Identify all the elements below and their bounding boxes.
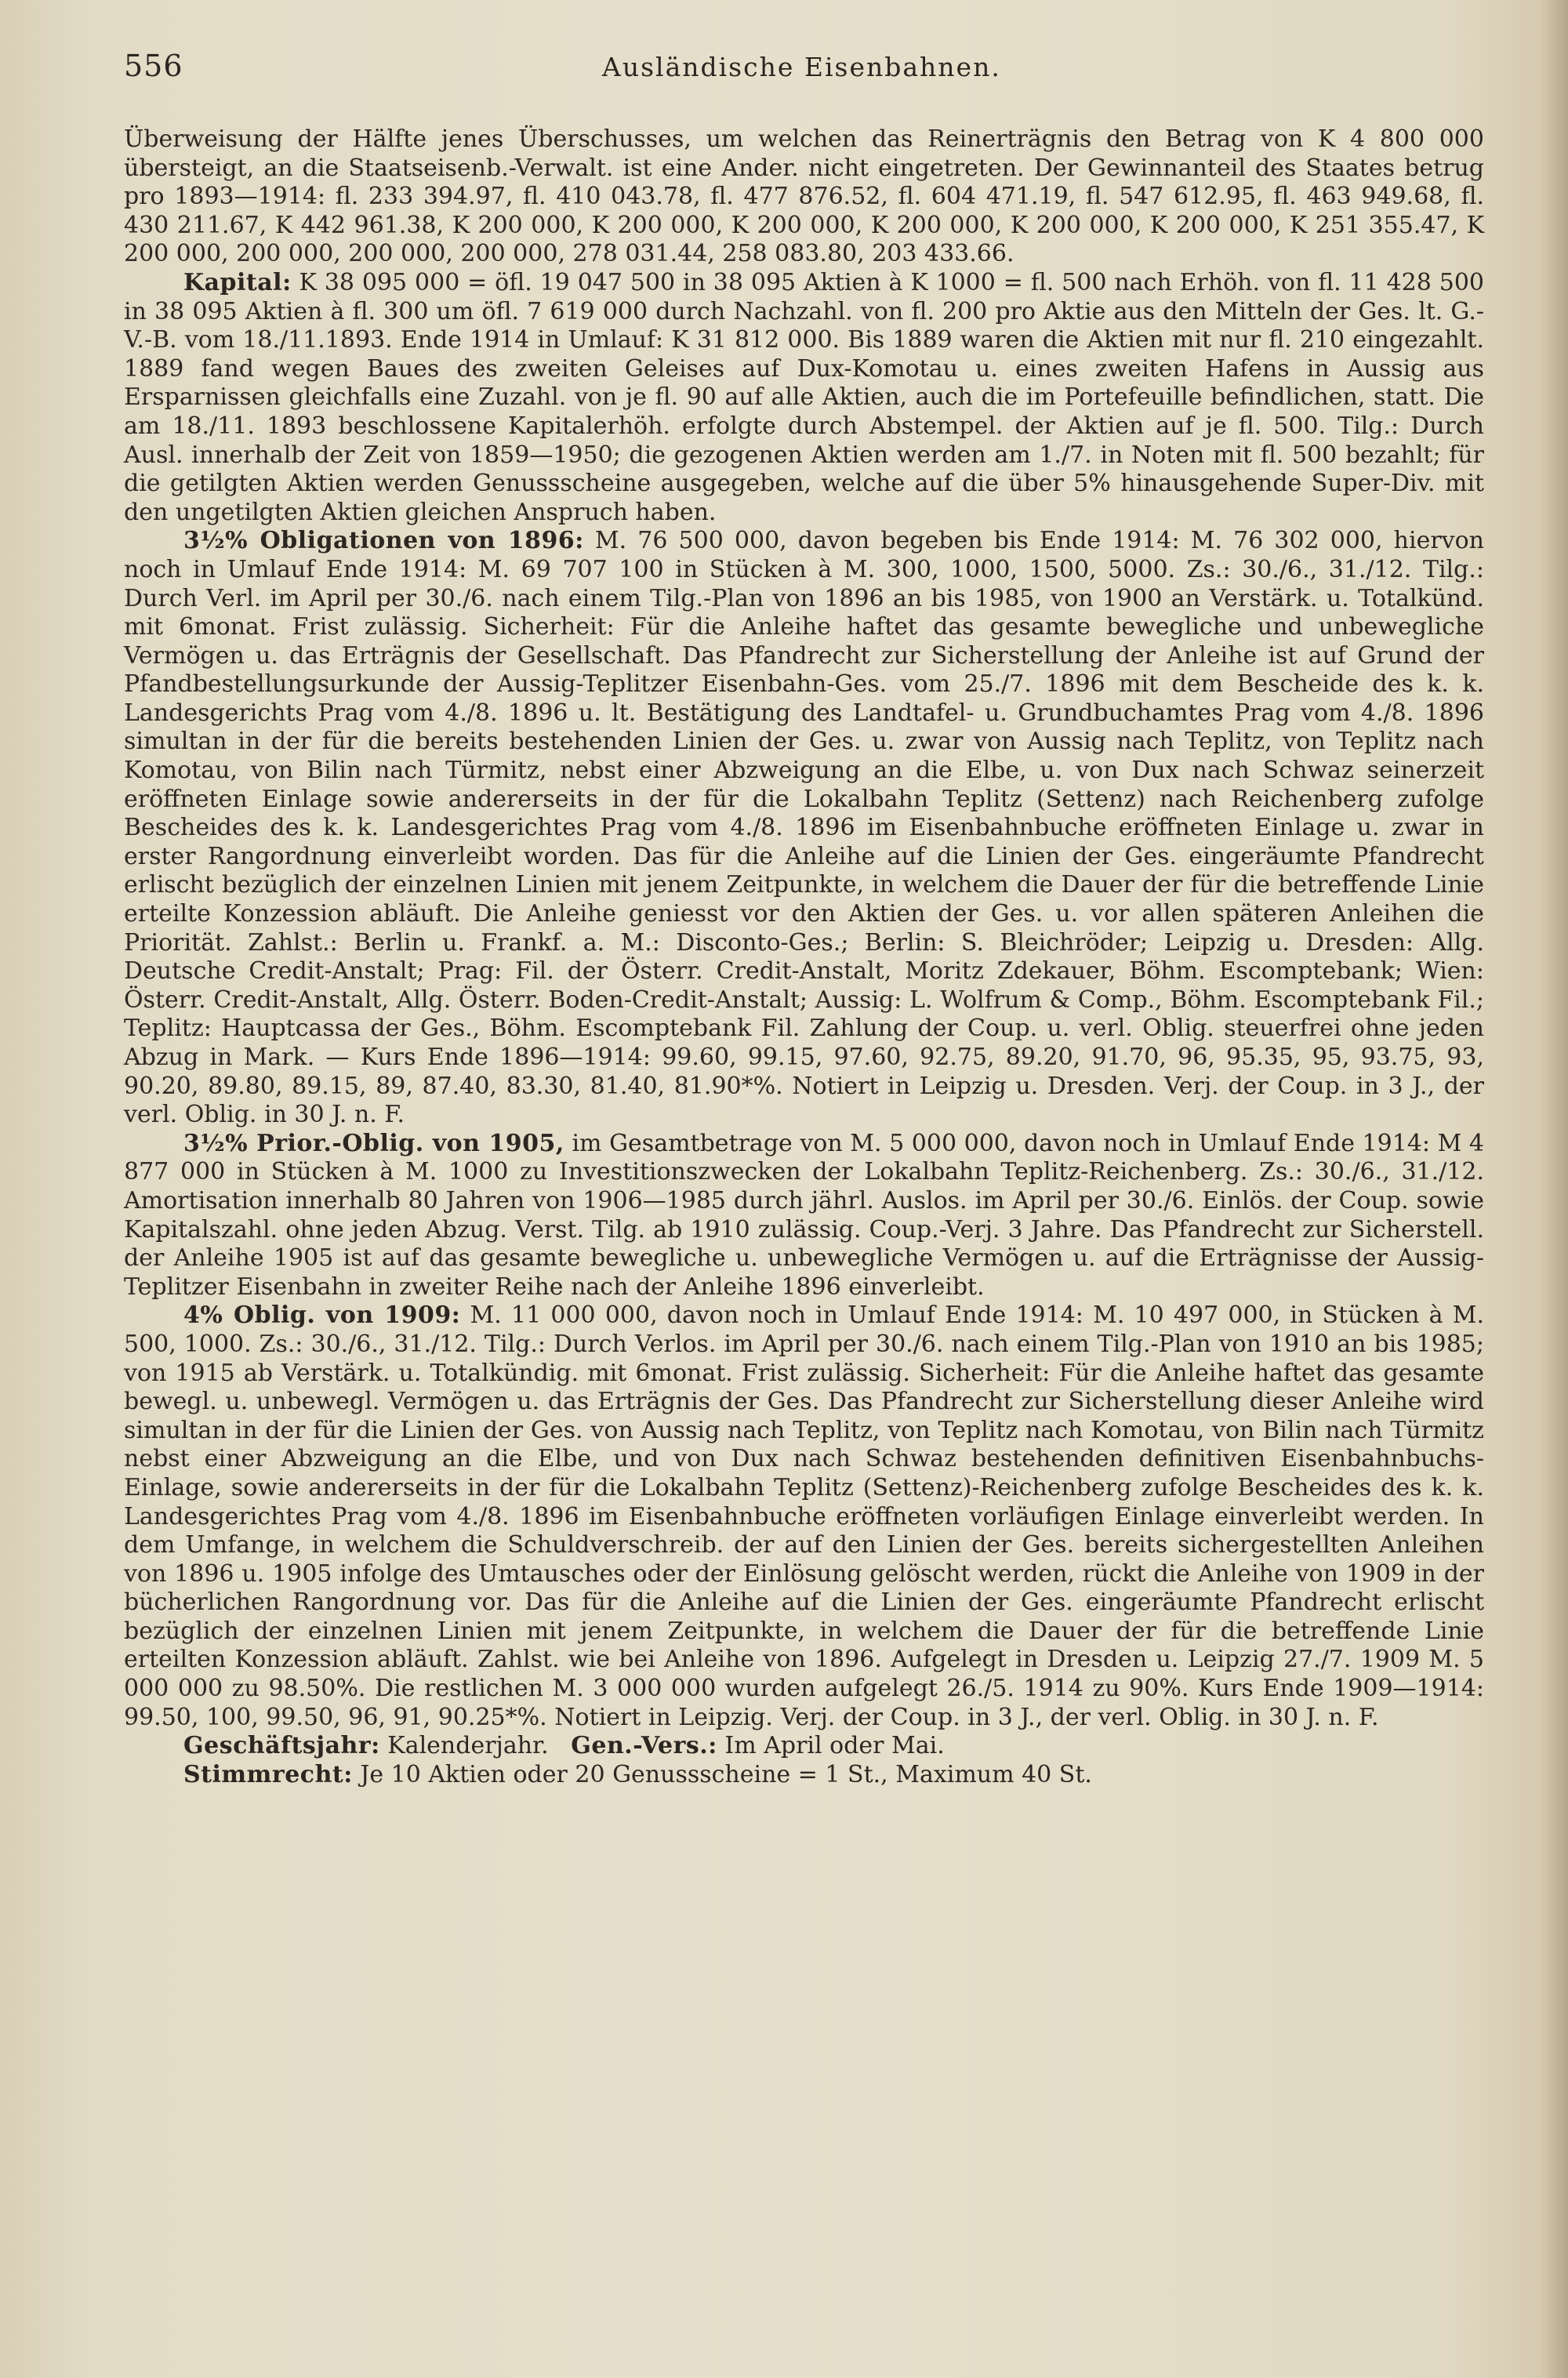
page-edge-shadow xyxy=(1540,0,1568,2378)
paragraph-text: M. 76 500 000, davon begeben bis Ende 1914: M. 76 302 000, hiervon noch in Umlauf Ende 1914: M. 69 707 100 in Stücken à M. 300, 1000, 1500, 5000. Zs.: 30./6., 31./12. Tilg.: Durch Verl. im April per 30./6. nach einem Tilg.-Plan von 1896 an bis 1985, von 1900 an Verstärk. u. Totalkünd. mit 6monat. Frist zulässig. Sicherheit: Für die Anleihe haftet das gesamte bewegliche und unbewegliche Vermögen u. das Erträgnis der Gesellschaft. Das Pfandrecht zur Sicherstellung der Anleihe ist auf Grund der Pfandbestellungsurkunde der Aussig-Teplitzer Eisenbahn-Ges. vom 25./7. 1896 mit dem Bescheide des k. k. Landesgerichts Prag vom 4./8. 1896 u. lt. Bestätigung des Landtafel- u. Grundbuchamtes Prag vom 4./8. 1896 simultan in der für die bereits bestehenden Linien der Ges. u. zwar von Aussig nach Teplitz, von Teplitz nach Komotau, von Bilin nach Türmitz, nebst einer Abzweigung an die Elbe, u. von Dux nach Schwaz seinerzeit eröffneten Einlage sowie andererseits in der für die Lokalbahn Teplitz (Settenz) nach Reichenberg zufolge Bescheides des k. k. Landesgerichtes Prag vom 4./8. 1896 im Eisenbahnbuche eröffneten Einlage u. zwar in erster Rangordnung einverleibt worden. Das für die Anleihe auf die Linien der Ges. eingeräumte Pfandrecht erlischt bezüglich der einzelnen Linien mit jenem Zeitpunkte, in welchem die Dauer der für die betreffende Linie erteilte Konzession abläuft. Die Anleihe geniesst vor den Aktien der Ges. u. vor allen späteren Anleihen die Priorität. Zahlst.: Berlin u. Frankf. a. M.: Disconto-Ges.; Berlin: S. Bleichröder; Leipzig u. Dresden: Allg. Deutsche Credit-Anstalt; Prag: Fil. der Österr. Credit-Anstalt, Moritz Zdekauer, Böhm. Escomptebank; Wien: Österr. Credit-Anstalt, Allg. Österr. Boden-Credit-Anstalt; Aussig: L. Wolfrum & Comp., Böhm. Escomptebank Fil.; Teplitz: Hauptcassa der Ges., Böhm. Escomptebank Fil. Zahlung der Coup. u. verl. Oblig. steuerfrei ohne jeden Abzug in Mark. — Kurs Ende 1896—1914: 99.60, 99.15, 97.60, 92.75, 89.20, 91.70, 96, 95.35, 95, 93.75, 93, 90.20, 89.80, 89.15, 89, 87.40, 83.30, 81.40, 81.90*%. Notiert in Leipzig u. Dresden. Verj. der Coup. in 3 J., der verl. Oblig. in 30 J. n. F. xyxy=(124,527,1484,1129)
paragraph-heading: Kapital: xyxy=(183,268,292,296)
genvers-heading: Gen.-Vers.: xyxy=(571,1732,717,1760)
stimmrecht-heading: Stimmrecht: xyxy=(183,1760,353,1788)
paragraph-text: M. 11 000 000, davon noch in Umlauf Ende 1914: M. 10 497 000, in Stücken à M. 500, 1000. Zs.: 30./6., 31./12. Tilg.: Durch Verlos. im April per 30./6. nach einem Tilg.-Plan von 1910 an bis 1985; von 1915 ab Verstärk. u. Totalkündig. mit 6monat. Frist zulässig. Sicherheit: Für die Anleihe haftet das gesamte bewegl. u. unbewegl. Vermögen u. das Erträgnis der Ges. Das Pfandrecht zur Sicherstellung dieser Anleihe wird simultan in der für die Linien der Ges. von Aussig nach Teplitz, von Teplitz nach Komotau, von Bilin nach Türmitz nebst einer Abzweigung an die Elbe, und von Dux nach Schwaz bestehenden definitiven Eisenbahnbuchs-Einlage, sowie andererseits in der für die Lokalbahn Teplitz (Settenz)-Reichenberg zufolge Bescheides des k. k. Landesgerichtes Prag vom 4./8. 1896 im Eisenbahnbuche eröffneten vorläufigen Einlage einverleibt werden. In dem Umfange, in welchem die Schuldverschreib. der auf den Linien der Ges. bereits sichergestellten Anleihen von 1896 u. 1905 infolge des Umtausches oder der Einlösung gelöscht werden, rückt die Anleihe von 1909 in der bücherlichen Rangordnung vor. Das für die Anleihe auf die Linien der Ges. eingeräumte Pfandrecht erlischt bezüglich der einzelnen Linien mit jenem Zeitpunkte, in welchem die Dauer der für die betreffende Linie erteilten Konzession abläuft. Zahlst. wie bei Anleihe von 1896. Aufgelegt in Dresden u. Leipzig 27./7. 1909 M. 5 000 000 zu 98.50%. Die restlichen M. 3 000 000 wurden aufgelegt 26./5. 1914 zu 90%. Kurs Ende 1909—1914: 99.50, 100, 99.50, 96, 91, 90.25*%. Notiert in Leipzig. Verj. der Coup. in 3 J., der verl. Oblig. in 30 J. n. F. xyxy=(124,1302,1484,1731)
stimmrecht-text: Je 10 Aktien oder 20 Genussscheine = 1 St., Maximum 40 St. xyxy=(352,1760,1092,1788)
geschaeftsjahr-text: Kalenderjahr. xyxy=(379,1732,549,1760)
line-stimmrecht xyxy=(124,1761,1484,1790)
paragraph-gewinnanteil xyxy=(124,125,1484,269)
page-header xyxy=(124,49,1472,88)
running-head: Ausländische Eisenbahnen. xyxy=(602,52,1001,82)
paragraph-kapital xyxy=(124,269,1484,527)
paragraph-prior-oblig-1905 xyxy=(124,1130,1484,1302)
paragraph-text: K 38 095 000 = öfl. 19 047 500 in 38 095 Aktien à K 1000 = fl. 500 nach Erhöh. von fl. 11 428 500 in 38 095 Aktien à fl. 300 um öfl. 7 619 000 durch Nachzahl. von fl. 200 pro Aktie aus den Mitteln der Ges. lt. G.-V.-B. vom 18./11.1893. Ende 1914 in Umlauf: K 31 812 000. Bis 1889 waren die Aktien mit nur fl. 210 eingezahlt. 1889 fand wegen Baues des zweiten Geleises auf Dux-Komotau u. eines zweiten Hafens in Aussig aus Ersparnissen gleichfalls eine Zuzahl. von je fl. 90 auf alle Aktien, auch die im Portefeuille befindlichen, statt. Die am 18./11. 1893 beschlossene Kapitalerhöh. erfolgte durch Abstempel. der Aktien auf je fl. 500. Tilg.: Durch Ausl. innerhalb der Zeit von 1859—1950; die gezogenen Aktien werden am 1./7. in Noten mit fl. 500 bezahlt; für die getilgten Aktien werden Genussscheine ausgegeben, welche auf die über 5% hinausgehende Super-Div. mit den ungetilgten Aktien gleichen Anspruch haben. xyxy=(124,268,1484,526)
paragraph-text: Überweisung der Hälfte jenes Überschusses, um welchen das Reinerträgnis den Betrag von K 4 800 000 übersteigt, an die Staatseisenb.-Verwalt. ist eine Ander. nicht eingetreten. Der Gewinnanteil des Staates betrug pro 1893—1914: fl. 233 394.97, fl. 410 043.78, fl. 477 876.52, fl. 604 471.19, fl. 547 612.95, fl. 463 949.68, fl. 430 211.67, K 442 961.38, K 200 000, K 200 000, K 200 000, K 200 000, K 200 000, K 200 000, K 251 355.47, K 200 000, 200 000, 200 000, 200 000, 278 031.44, 258 083.80, 203 433.66. xyxy=(124,125,1484,268)
paragraph-heading: 3½% Prior.-Oblig. von 1905, xyxy=(183,1129,564,1157)
paragraph-heading: 4% Oblig. von 1909: xyxy=(183,1302,461,1330)
paragraph-obligationen-1896 xyxy=(124,527,1484,1129)
paragraph-heading: 3½% Obligationen von 1896: xyxy=(183,527,584,555)
body-text xyxy=(124,125,1484,1789)
paragraph-oblig-1909 xyxy=(124,1302,1484,1732)
paragraph-text: im Gesamtbetrage von M. 5 000 000, davon noch in Umlauf Ende 1914: M 4 877 000 in Stücken à M. 1000 zu Investitionszwecken der Lokalbahn Teplitz-Reichenberg. Zs.: 30./6., 31./12. Amortisation innerhalb 80 Jahren von 1906—1985 durch jährl. Auslos. im April per 30./6. Einlös. der Coup. sowie Kapitalszahl. ohne jeden Abzug. Verst. Tilg. ab 1910 zulässig. Coup.-Verj. 3 Jahre. Das Pfandrecht zur Sicherstell. der Anleihe 1905 ist auf das gesamte bewegliche u. unbewegliche Vermögen u. auf die Erträgnisse der Aussig-Teplitzer Eisenbahn in zweiter Reihe nach der Anleihe 1896 einverleibt. xyxy=(124,1129,1484,1301)
line-geschaeftsjahr xyxy=(124,1732,1484,1761)
genvers-text: Im April oder Mai. xyxy=(717,1732,945,1760)
geschaeftsjahr-heading: Geschäftsjahr: xyxy=(183,1732,380,1760)
page-number: 556 xyxy=(124,49,183,83)
